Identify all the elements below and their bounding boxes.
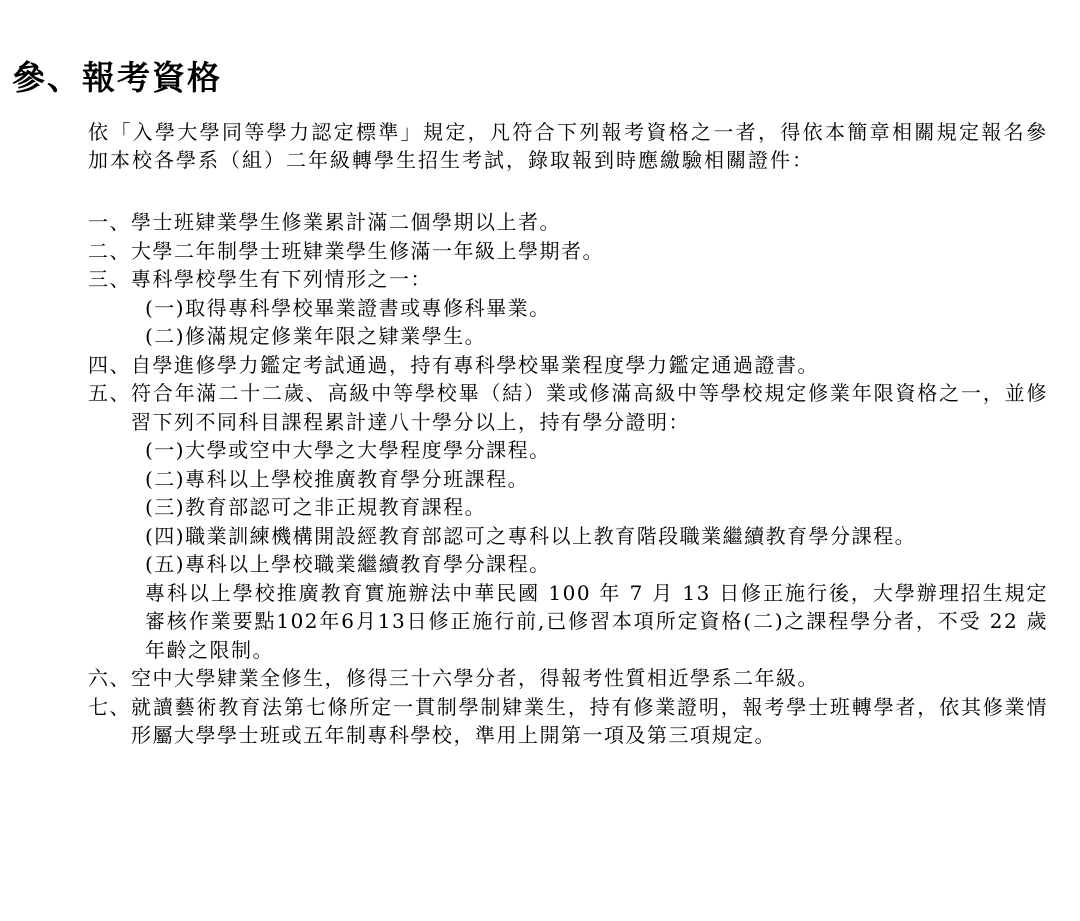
sub-item-text: 取得專科學校畢業證書或專修科畢業。 <box>185 295 551 320</box>
sub-item-text: 專科以上學校推廣教育學分班課程。 <box>185 466 530 491</box>
sub-item-text: 大學或空中大學之大學程度學分課程。 <box>185 438 551 462</box>
list-item-7 <box>88 693 1048 750</box>
item-text: 專科學校學生有下列情形之一： <box>131 267 432 291</box>
sub-item-number: (一) <box>145 438 186 462</box>
sub-item <box>145 522 1048 551</box>
sub-item-text: 職業訓練機構開設經教育部認可之專科以上教育階段職業繼續教育學分課程。 <box>185 523 917 548</box>
list-item-2 <box>88 237 1048 266</box>
item-text: 空中大學肄業全修生，修得三十六學分者，得報考性質相近學系二年級。 <box>131 666 819 690</box>
list-item-6 <box>88 664 1048 693</box>
sub-item <box>145 493 1048 522</box>
sub-item-number: (三) <box>145 495 186 519</box>
sub-item-number: (二) <box>145 324 186 348</box>
sub-item-number: (一) <box>145 295 186 320</box>
sub-item <box>145 322 1048 351</box>
list-item-1 <box>88 208 1048 237</box>
sub-item-text: 修滿規定修業年限之肄業學生。 <box>185 324 487 348</box>
item-number: 四、 <box>88 352 131 377</box>
sub-item-text: 教育部認可之非正規教育課程。 <box>185 495 487 519</box>
sub-item-number: (四) <box>145 523 186 548</box>
item-text: 學士班肄業學生修業累計滿二個學期以上者。 <box>131 210 561 234</box>
list-item-3 <box>88 265 1048 351</box>
sub-item <box>145 436 1048 465</box>
item-text: 大學二年制學士班肄業學生修滿一年級上學期者。 <box>131 238 604 263</box>
item-number: 六、 <box>88 666 131 690</box>
sub-item-number: (五) <box>145 552 186 576</box>
age-exemption-note: 專科以上學校推廣教育實施辦法中華民國 100 年 7 月 13 日修正施行後，大學辦理招生規定審核作業要點102年6月13日修正施行前,已修習本項所定資格(二)之課程學分者，不受 22 歲年齡之限制。 <box>145 580 1048 662</box>
item-number: 一、 <box>88 210 131 234</box>
sub-item <box>145 465 1048 494</box>
sub-item-text: 專科以上學校職業繼續教育學分課程。 <box>185 552 551 576</box>
sub-item <box>145 294 1048 323</box>
list-item-4 <box>88 351 1048 380</box>
intro-paragraph: 依「入學大學同等學力認定標準」規定，凡符合下列報考資格之一者，得依本簡章相關規定報名參加本校各學系（組）二年級轉學生招生考試，錄取報到時應繳驗相關證件： <box>88 120 1048 172</box>
item-text: 自學進修學力鑑定考試通過，持有專科學校畢業程度學力鑑定通過證書。 <box>131 352 819 377</box>
item-number: 七、 <box>88 694 131 719</box>
item-number: 二、 <box>88 238 131 263</box>
eligibility-list <box>88 208 1048 750</box>
item-text: 就讀藝術教育法第七條所定一貫制學制肄業生，持有修業證明，報考學士班轉學者，依其修業情形屬大學學士班或五年制專科學校，準用上開第一項及第三項規定。 <box>131 694 1048 747</box>
item-number: 三、 <box>88 267 131 291</box>
list-item-5 <box>88 379 1048 664</box>
section-heading: 參、報考資格 <box>12 58 222 97</box>
item-number: 五、 <box>88 381 131 405</box>
item-text: 符合年滿二十二歲、高級中等學校畢（結）業或修滿高級中等學校規定修業年限資格之一，並修習下列不同科目課程累計達八十學分以上，持有學分證明： <box>131 381 1048 434</box>
sub-item <box>145 550 1048 579</box>
sub-item-number: (二) <box>145 466 186 491</box>
